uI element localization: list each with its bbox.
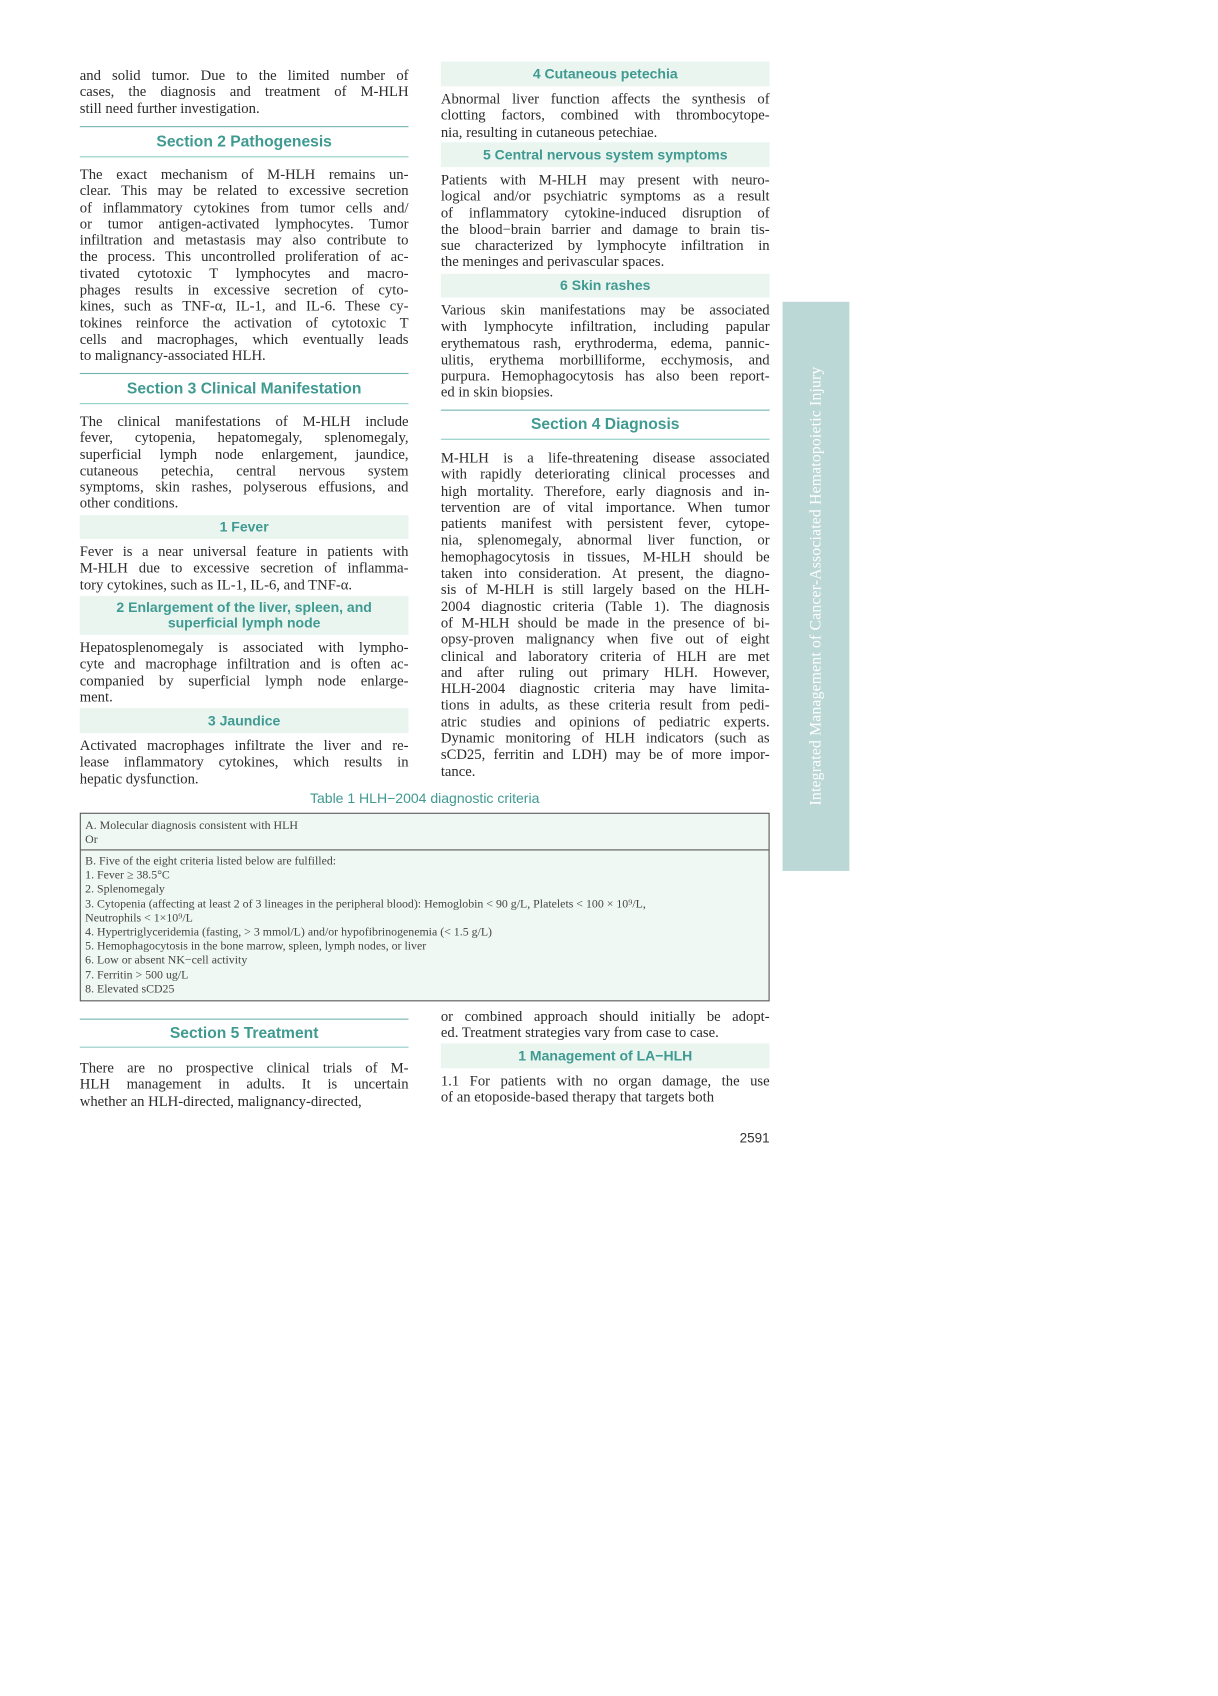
table-caption: Table 1 HLH−2004 diagnostic criteria xyxy=(309,790,540,807)
subheading-fever: 1 Fever xyxy=(80,515,409,539)
subheading-cns: 5 Central nervous system symptoms xyxy=(441,142,770,167)
text-line: clotting factors, combined with thrombocytope- xyxy=(440,107,770,124)
subheading-line: superficial lymph node xyxy=(167,614,321,631)
text-line: nia, splenomegaly, abnormal liver function, or xyxy=(440,531,770,549)
paragraph-management xyxy=(441,1073,770,1106)
text-line: The exact mechanism of M-HLH remains un- xyxy=(79,165,409,183)
paragraph-clinical xyxy=(80,413,409,512)
paragraph-fever xyxy=(80,543,409,592)
text-line: Or xyxy=(85,833,98,847)
text-line: sCD25, ferritin and LDH) may be of more impor- xyxy=(440,746,770,763)
paragraph-treatment xyxy=(80,1060,409,1109)
text-line: kines, such as TNF-α, IL-1, and IL-6. These cy- xyxy=(79,297,409,315)
text-line: M-HLH due to excessive secretion of inflamma- xyxy=(79,559,409,576)
text-line: tervention are of vital importance. When tumor xyxy=(440,498,770,516)
text-line: of inflammatory cytokines from tumor cells and/ xyxy=(79,198,409,216)
text-line: M-HLH is a life-threatening disease associated xyxy=(440,449,770,466)
text-line: cyte and macrophage infiltration and is often ac- xyxy=(79,655,409,672)
subheading-management: 1 Management of LA−HLH xyxy=(441,1043,770,1068)
text-line: the meninges and perivascular spaces. xyxy=(440,253,665,270)
section-2-heading: Section 2 Pathogenesis xyxy=(80,126,409,157)
text-line: ment. xyxy=(79,688,113,705)
text-line: and after ruling out primary HLH. However, xyxy=(440,663,770,681)
text-line: 2004 diagnostic criteria (Table 1). The diagnosis xyxy=(440,597,770,615)
text-line: 6. Low or absent NK−cell activity xyxy=(85,954,248,968)
criteria-table xyxy=(80,813,770,1002)
section-4-heading: Section 4 Diagnosis xyxy=(441,410,770,440)
text-line: Fever is a near universal feature in patients with xyxy=(79,543,409,560)
text-line: A. Molecular diagnosis consistent with HLH xyxy=(85,819,298,833)
text-line: Hepatosplenomegaly is associated with lympho- xyxy=(79,639,409,656)
paragraph-pathogenesis xyxy=(80,166,409,364)
text-line: hepatic dysfunction. xyxy=(79,770,199,787)
text-line: atric studies and opinions of pediatric experts. xyxy=(440,713,770,730)
page-number: 2591 xyxy=(739,1130,770,1146)
text-line: ulitis, erythema morbilliforme, ecchymosis, and xyxy=(440,351,770,368)
text-line: the process. This uncontrolled proliferation of ac- xyxy=(79,248,409,265)
text-line: hemophagocytosis in tissues, M-HLH should be xyxy=(440,548,770,565)
text-line: clinical and laboratory criteria of HLH are met xyxy=(440,647,770,664)
paragraph-jaundice xyxy=(80,737,409,786)
paragraph-enlargement xyxy=(80,639,409,705)
text-line: infiltration and metastasis may also contribute to xyxy=(79,231,409,249)
text-line: sue characterized by lymphocyte infiltration in xyxy=(440,237,770,254)
table-row-a xyxy=(81,814,769,851)
text-line: symptoms, skin rashes, polyserous effusions, and xyxy=(79,478,409,495)
text-line: Abnormal liver function affects the synthesis of xyxy=(440,90,770,107)
text-line: of an etoposide-based therapy that targets both xyxy=(440,1088,715,1106)
side-band xyxy=(783,302,850,871)
text-line: HLH-2004 diagnostic criteria may have limita- xyxy=(440,680,770,697)
text-line: taken into consideration. At present, the diagno- xyxy=(440,564,770,582)
text-line: Activated macrophages infiltrate the liver and re- xyxy=(79,737,409,754)
text-line: tivated cytotoxic T lymphocytes and macro- xyxy=(79,264,409,282)
text-line: 8. Elevated sCD25 xyxy=(85,982,175,996)
text-line: with lymphocyte infiltration, including papular xyxy=(440,318,770,335)
text-line: 3. Cytopenia (affecting at least 2 of 3 lineages in the peripheral blood): Hemoglobin < 90 g/L, Platelets < 100 × 10⁹/L, xyxy=(85,897,646,911)
text-line: high mortality. Therefore, early diagnosis and in- xyxy=(440,482,770,499)
text-line: patients manifest with persistent fever, cytope- xyxy=(440,515,770,532)
text-line: Neutrophils < 1×10⁹/L xyxy=(85,911,193,925)
text-line: nia, resulting in cutaneous petechiae. xyxy=(440,123,658,140)
text-line: tance. xyxy=(440,762,476,779)
text-line: the blood−brain barrier and damage to brain tis- xyxy=(440,220,770,238)
text-line: sis of M-HLH is still largely based on the HLH- xyxy=(440,581,770,598)
text-line: of M-HLH should be made in the presence of bi- xyxy=(440,614,770,631)
text-line: 4. Hypertriglyceridemia (fasting, > 3 mmol/L) and/or hypofibrinogenemia (< 1.5 g/L) xyxy=(85,925,493,939)
paragraph-intro xyxy=(80,67,409,116)
section-5-heading: Section 5 Treatment xyxy=(80,1019,409,1048)
subheading-petechia: 4 Cutaneous petechia xyxy=(441,61,770,86)
text-line: whether an HLH-directed, malignancy-directed, xyxy=(79,1092,362,1109)
text-line: tory cytokines, such as IL-1, IL-6, and TNF-α. xyxy=(79,576,353,593)
text-line: cells and macrophages, which eventually leads xyxy=(79,330,409,348)
paragraph-treatment-continued xyxy=(441,1008,770,1041)
text-line: clear. This may be related to excessive secretion xyxy=(79,182,409,199)
text-line: HLH management in adults. It is uncertain xyxy=(79,1076,409,1093)
text-line: 7. Ferritin > 500 ug/L xyxy=(85,968,189,982)
text-line: Various skin manifestations may be associated xyxy=(440,301,770,318)
text-line: still need further investigation. xyxy=(79,99,260,116)
text-line: cutaneous petechia, central nervous system xyxy=(79,462,409,479)
text-line: or tumor antigen-activated lymphocytes. Tumor xyxy=(79,215,409,232)
text-line: and solid tumor. Due to the limited number of xyxy=(79,66,409,83)
text-line: Dynamic monitoring of HLH indicators (such as xyxy=(440,729,770,746)
subheading-jaundice: 3 Jaundice xyxy=(80,708,409,733)
paragraph-cns xyxy=(441,171,770,270)
text-line: 1. Fever ≥ 38.5°C xyxy=(85,869,170,882)
table-row-b xyxy=(81,850,769,997)
text-line: phages results in excessive secretion of cyto- xyxy=(79,281,409,298)
text-line: Patients with M-HLH may present with neuro- xyxy=(440,171,770,188)
text-line: with rapidly deteriorating clinical processes and xyxy=(440,465,770,483)
paragraph-petechia xyxy=(441,91,770,140)
text-line: other conditions. xyxy=(79,495,179,512)
text-line: companied by superficial lymph node enlarge- xyxy=(79,672,409,689)
text-line: 1.1 For patients with no organ damage, the use xyxy=(440,1072,770,1089)
text-line: There are no prospective clinical trials of M- xyxy=(79,1059,409,1076)
text-line: B. Five of the eight criteria listed below are fulfilled: xyxy=(85,854,337,868)
text-line: tions in adults, as these criteria result from pedi- xyxy=(440,696,770,713)
subheading-skin-rashes: 6 Skin rashes xyxy=(441,274,770,298)
text-line: opsy-proven malignancy when five out of eight xyxy=(440,630,770,648)
text-line: 2. Splenomegaly xyxy=(85,883,165,897)
text-line: tokines reinforce the activation of cytotoxic T xyxy=(79,314,409,331)
text-line: logical and/or psychiatric symptoms as a result xyxy=(440,187,770,205)
text-line: 5. Hemophagocytosis in the bone marrow, spleen, lymph nodes, or liver xyxy=(85,940,427,954)
text-line: ed in skin biopsies. xyxy=(440,384,554,401)
text-line: or combined approach should initially be adopt- xyxy=(440,1007,770,1025)
paragraph-skin xyxy=(441,302,770,401)
text-line: to malignancy-associated HLH. xyxy=(79,347,266,364)
text-line: superficial lymph node enlargement, jaundice, xyxy=(79,445,409,462)
text-line: purpura. Hemophagocytosis has also been report- xyxy=(440,367,770,384)
text-line: erythematous rash, erythroderma, edema, pannic- xyxy=(440,334,770,351)
text-line: fever, cytopenia, hepatomegaly, splenomegaly, xyxy=(79,429,409,446)
text-line: cases, the diagnosis and treatment of M-HLH xyxy=(79,83,409,100)
paragraph-diagnosis xyxy=(441,449,770,779)
subheading-enlargement xyxy=(80,596,409,635)
side-band-title: Integrated Management of Cancer-Associated Hematopoietic Injury xyxy=(806,366,825,806)
section-3-heading: Section 3 Clinical Manifestation xyxy=(80,373,409,404)
text-line: ed. Treatment strategies vary from case to case. xyxy=(440,1024,719,1041)
subheading-line: 2 Enlargement of the liver, spleen, and xyxy=(116,599,372,616)
text-line: lease inflammatory cytokines, which results in xyxy=(79,753,409,770)
text-line: The clinical manifestations of M-HLH include xyxy=(79,412,409,430)
text-line: of inflammatory cytokine-induced disruption of xyxy=(440,204,770,221)
